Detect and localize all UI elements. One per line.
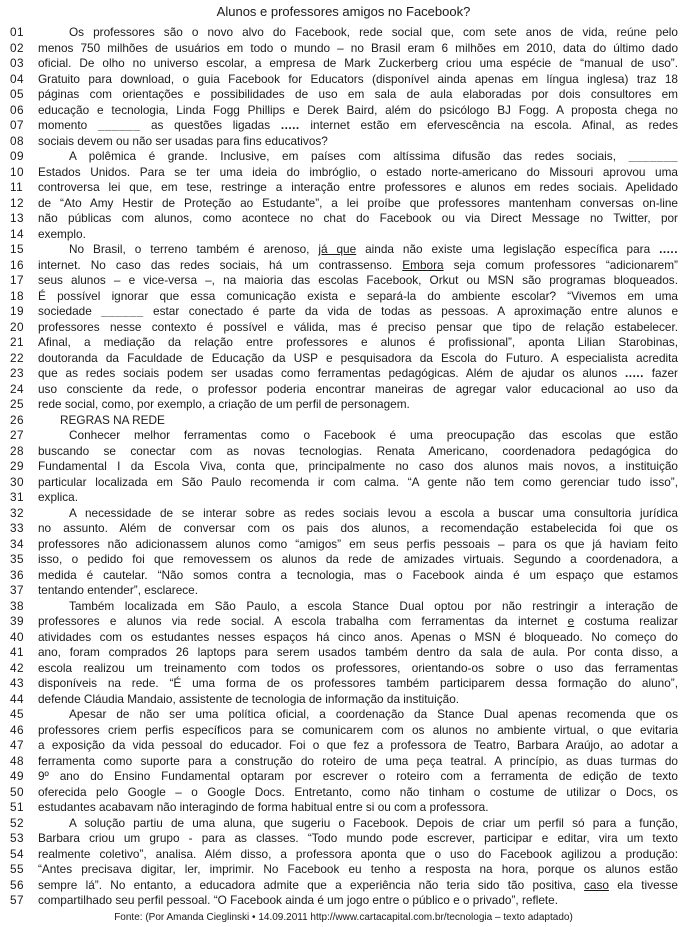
text-line: [0, 707, 687, 723]
text-segment: no assunto. Além de conversar com os pais dos alunos, a recomendação estabelecida foi que os: [38, 521, 678, 535]
line-text: [38, 661, 687, 677]
text-segment: oferecida pelo Google – o Google Docs. Entretanto, como não tinham o costume de utilizar o Docs, os: [38, 784, 678, 799]
text-segment: 9º ano do Ensino Fundamental optaram por escrever o roteiro com a ferramenta de edição de texto: [38, 769, 678, 783]
line-number: 17: [10, 273, 25, 287]
line-text: [38, 723, 687, 739]
text-segment: professores e alunos via rede social. A escola trabalha com ferramentas da internet: [38, 614, 568, 628]
text-segment: tentando entender”, esclarece.: [38, 583, 199, 597]
text-segment: exemplo.: [38, 226, 86, 241]
line-number: 50: [10, 784, 25, 799]
line-number: 41: [10, 645, 25, 659]
document-title: Alunos e professores amigos no Facebook?: [216, 4, 471, 19]
line-text: [38, 258, 687, 274]
line-text: [38, 351, 687, 367]
text-segment: É possível ignorar que essa comunicação exista e separá-la do ambiente escolar? “Vivemos em uma: [38, 288, 678, 303]
text-line: [0, 320, 687, 336]
text-line: [0, 893, 687, 909]
line-number: 55: [10, 862, 25, 876]
text-segment: professores criem perfis específicos para se comunicarem com os alunos no ambiente virtual, o que evitaria: [38, 722, 678, 737]
line-number: 34: [10, 536, 25, 551]
text-segment: costuma realizar: [574, 614, 678, 628]
line-number: 57: [10, 893, 25, 907]
line-text: [38, 397, 687, 413]
text-segment: REGRAS NA REDE: [60, 412, 165, 427]
line-number: 43: [10, 676, 25, 690]
text-line: [0, 862, 687, 878]
line-text: [38, 304, 687, 320]
line-text: [38, 862, 687, 878]
text-line: [0, 87, 687, 103]
text-segment: A polêmica é grande. Inclusive, em países com altíssima difusão das redes sociais,: [69, 149, 629, 163]
line-number: 56: [10, 877, 25, 892]
line-number: 21: [10, 335, 25, 349]
line-text: [38, 72, 687, 88]
line-text: [38, 196, 687, 212]
text-line: [0, 459, 687, 475]
underlined-word: Embora: [402, 257, 444, 272]
line-text: [38, 444, 687, 460]
text-segment: compartilhado seu perfil pessoal. “O Facebook ainda é um jogo entre o público e o privado”, reflete.: [38, 893, 559, 907]
text-segment: professores nesse contexto é possível e válida, mas é preciso pensar que tipo de relação estabelecer.: [38, 319, 678, 334]
line-number: 44: [10, 691, 25, 706]
line-number: 29: [10, 459, 25, 473]
text-segment: ferramenta como suporte para a construção do roteiro de uma peça teatral. A princípio, as duas turmas do: [38, 753, 678, 768]
line-text: [38, 816, 687, 832]
text-segment: rede social, como, por exemplo, a criação de um perfil de personagem.: [38, 397, 410, 411]
text-line: [0, 490, 687, 506]
line-number: 15: [10, 242, 25, 256]
line-text: [38, 521, 687, 537]
line-text: [38, 87, 687, 103]
line-text: [38, 583, 687, 599]
text-segment: particular localizada em São Paulo recomenda ir com calma. “A gente não tem como gerenciar tudo isso”,: [38, 474, 678, 489]
line-number: 20: [10, 319, 25, 334]
text-segment: “Antes precisava digitar, ler, imprimir. No Facebook eu tenho a resposta na hora, porque os alunos estão: [38, 862, 678, 876]
line-text: [38, 118, 687, 134]
line-number: 40: [10, 629, 25, 644]
line-text: [38, 103, 687, 119]
text-line: [0, 211, 687, 227]
text-segment: Estados Unidos. Para se ter uma ideia do imbróglio, o estado norte-americano do Missouri aprovou uma: [38, 164, 678, 179]
line-number: 08: [10, 133, 25, 148]
text-segment: estar conectado é parte da vida de todas as pessoas. A aproximação entre alunos e: [143, 304, 679, 318]
line-number: 48: [10, 753, 25, 768]
text-line: [0, 196, 687, 212]
underlined-word: já que: [318, 242, 357, 256]
line-number: 42: [10, 660, 25, 675]
blank-marker: ______: [97, 118, 141, 132]
line-number: 51: [10, 800, 25, 814]
line-text: [38, 785, 687, 801]
text-line: [0, 428, 687, 444]
line-text: [38, 878, 687, 894]
line-number: 11: [10, 180, 24, 194]
text-segment: que as redes sociais podem ser usadas como ferramentas pedagógicas. Além de ajudar os alunos: [38, 366, 626, 380]
text-line: [0, 103, 687, 119]
text-line: [0, 134, 687, 150]
line-number: 33: [10, 521, 25, 535]
text-segment: sociais devem ou não ser usadas para fins educativos?: [38, 133, 328, 148]
text-segment: Afinal, a mediação da relação entre professores e alunos é profissional”, aponta Lilian Starobinas,: [38, 335, 678, 349]
text-segment: uso consciente da rede, o professor poderia encontrar maneiras de agregar valor educacional ao uso da: [38, 381, 678, 396]
line-text: [38, 56, 687, 72]
line-text: [38, 242, 687, 258]
text-segment: internet. No caso das redes sociais, há um contrassenso.: [38, 257, 403, 272]
text-segment: No Brasil, o terreno também é arenoso,: [69, 242, 319, 256]
line-text: [38, 893, 687, 909]
underlined-word: e: [567, 614, 575, 628]
line-number: 28: [10, 443, 25, 458]
text-segment: Fundamental I da Escola Viva, conta que, principalmente no caso dos alunos mais novos, a instituição: [38, 459, 678, 473]
line-text: [38, 459, 687, 475]
line-number: 06: [10, 102, 25, 117]
text-segment: ano, foram comprados 26 laptops para serem usados também dentro da sala de aula. Por conta disso, a: [38, 645, 678, 659]
line-text: [38, 134, 687, 150]
text-segment: seja comum professores “adicionarem”: [443, 257, 678, 272]
text-line: [0, 583, 687, 599]
line-number: 32: [10, 505, 25, 520]
line-number: 37: [10, 583, 25, 597]
text-line: [0, 738, 687, 754]
text-line: [0, 444, 687, 460]
text-line: [0, 165, 687, 181]
line-text: [38, 738, 687, 754]
text-line: [0, 614, 687, 630]
line-text: [38, 676, 687, 692]
text-line: [0, 41, 687, 57]
text-segment: realmente coletivo”, analisa. Além disso, a professora aponta que o uso do Facebook agilizou a produção:: [38, 846, 678, 861]
line-text: [38, 490, 687, 506]
line-text: [38, 273, 687, 289]
line-text: [38, 568, 687, 584]
text-line: [0, 692, 687, 708]
line-text: [38, 149, 687, 165]
text-segment: sociedade: [38, 304, 102, 318]
line-number: 16: [10, 257, 25, 272]
line-text: [38, 475, 687, 491]
text-line: [0, 506, 687, 522]
blank-marker: .....: [625, 366, 644, 380]
line-number: 03: [10, 56, 25, 70]
line-number: 39: [10, 614, 25, 628]
text-segment: momento: [38, 118, 98, 132]
line-text: [38, 754, 687, 770]
blank-marker: .....: [280, 118, 300, 132]
line-text: [38, 428, 687, 444]
line-number: 22: [10, 350, 25, 365]
text-line: [0, 878, 687, 894]
line-text: [38, 614, 687, 630]
line-text: [38, 289, 687, 305]
text-line: [0, 475, 687, 491]
line-number: 10: [10, 164, 25, 179]
line-number: 53: [10, 831, 25, 845]
line-number: 38: [10, 598, 25, 613]
text-segment: atividades com os estudantes nesses espaços há cinco anos. Apenas o MSN é bloqueado. No começo do: [38, 629, 678, 644]
line-number: 25: [10, 397, 25, 411]
line-number: 30: [10, 474, 25, 489]
text-segment: sempre lá”. No entanto, a educadora admite que a experiência não teria sido tão positiva,: [38, 877, 585, 892]
text-segment: fazer: [643, 366, 678, 380]
line-text: [38, 707, 687, 723]
text-segment: doutoranda da Faculdade de Educação da USP e pesquisadora da Escola do Futuro. A especialista acredita: [38, 350, 678, 365]
text-line: [0, 754, 687, 770]
text-segment: disponíveis na rede. “É uma forma de os professores também participarem dessa formação do aluno”,: [38, 676, 678, 690]
line-text: [38, 211, 687, 227]
line-number: 26: [10, 412, 25, 427]
line-text: [38, 366, 687, 382]
text-segment: Conhecer melhor ferramentas como o Facebook é uma preocupação das escolas que estão: [69, 428, 678, 442]
line-number: 02: [10, 40, 25, 55]
line-text: [38, 227, 687, 243]
text-segment: Apesar de não ser uma política oficial, a coordenação da Stance Dual apenas recomenda que os: [69, 707, 678, 721]
text-line: [0, 351, 687, 367]
blank-marker: _______: [628, 149, 678, 163]
line-number: 04: [10, 71, 25, 86]
text-line: [0, 273, 687, 289]
text-segment: ainda não existe uma legislação específica para: [356, 242, 660, 256]
text-segment: de “Ato Amy Hestir de Proteção ao Estudante”, a lei proíbe que professores mantenham conversas on-line: [38, 195, 678, 210]
underlined-word: caso: [584, 877, 609, 892]
line-text: [38, 537, 687, 553]
line-text: [38, 165, 687, 181]
blank-marker: .....: [659, 242, 678, 256]
line-number: 27: [10, 428, 25, 442]
line-number: 49: [10, 769, 25, 783]
line-text: [38, 769, 687, 785]
text-segment: educação e tecnologia, Linda Fogg Phillips e Derek Baird, além do psicólogo BJ Fogg. A proposta chega no: [38, 102, 678, 117]
text-line: [0, 537, 687, 553]
line-number: 19: [10, 304, 25, 318]
blank-marker: ______: [101, 304, 144, 318]
line-number: 18: [10, 288, 25, 303]
text-segment: professores não adicionassem alunos como “amigos” em seus perfis pessoais – para os que já haviam feito: [38, 536, 678, 551]
line-number: 36: [10, 567, 25, 582]
line-number: 13: [10, 211, 25, 225]
text-line: [0, 242, 687, 258]
text-line: [0, 676, 687, 692]
text-segment: A necessidade de se interar sobre as redes sociais levou a escola a buscar uma consultoria jurídica: [69, 505, 678, 520]
text-line: [0, 816, 687, 832]
text-line: [0, 72, 687, 88]
text-line: [0, 831, 687, 847]
line-number: 07: [10, 118, 25, 132]
text-line: [0, 413, 687, 429]
line-text: [38, 382, 687, 398]
line-number: 23: [10, 366, 25, 380]
text-line: [0, 227, 687, 243]
line-number: 14: [10, 226, 25, 241]
line-number: 35: [10, 552, 25, 566]
line-text: [38, 413, 687, 429]
text-line: [0, 56, 687, 72]
text-segment: Também localizada em São Paulo, a escola Stance Dual optou por não restringir a interação de: [69, 598, 678, 613]
text-segment: isso, o pedido foi que removessem os alunos da rede de amizades virtuais. Segundo a coordenadora, a: [38, 552, 678, 566]
line-number: 46: [10, 722, 25, 737]
text-line: [0, 366, 687, 382]
text-segment: Os professores são o novo alvo do Facebook, rede social que, com sete anos de vida, reúne pelo: [69, 25, 678, 39]
text-line: [0, 661, 687, 677]
line-number: 09: [10, 149, 25, 163]
line-text: [38, 25, 687, 41]
line-number: 54: [10, 846, 25, 861]
line-text: [38, 692, 687, 708]
line-text: [38, 41, 687, 57]
text-line: [0, 258, 687, 274]
text-segment: seus alunos – e vice-versa –, na maioria das escolas Facebook, Orkut ou MSN são programas bloqueados.: [38, 273, 678, 287]
line-text: [38, 506, 687, 522]
text-segment: a exposição da vida pessoal do educador. Foi o que fez a professora de Teatro, Barbara Araújo, ao adotar a: [38, 738, 678, 752]
text-line: [0, 847, 687, 863]
line-number: 05: [10, 87, 25, 101]
text-line: [0, 552, 687, 568]
text-segment: Barbara criou um grupo - para as classes. “Todo mundo pode escrever, participar e editar, vira um texto: [38, 831, 678, 845]
line-text: [38, 552, 687, 568]
text-segment: estudantes acabavam não interagindo de forma habitual entre si ou com a professora.: [38, 800, 489, 814]
text-line: [0, 335, 687, 351]
line-text: [38, 645, 687, 661]
line-number: 47: [10, 738, 25, 752]
text-line: [0, 304, 687, 320]
text-segment: páginas com orientações e possibilidades de uso em sala de aula elaboradas por dois consultores em: [38, 87, 678, 101]
text-line: [0, 289, 687, 305]
text-line: [0, 382, 687, 398]
text-segment: medida é cautelar. “Não somos contra a tecnologia, mas o Facebook ainda é um espaço que estamos: [38, 567, 678, 582]
line-number: 01: [10, 25, 25, 39]
document-body: [0, 25, 687, 909]
line-text: [38, 847, 687, 863]
line-number: 52: [10, 815, 25, 830]
line-text: [38, 320, 687, 336]
text-line: [0, 630, 687, 646]
text-line: [0, 25, 687, 41]
text-line: [0, 521, 687, 537]
text-segment: defende Cláudia Mandaio, assistente de tecnologia de informação da instituição.: [38, 691, 460, 706]
line-number: 45: [10, 707, 25, 721]
line-number: 31: [10, 490, 25, 504]
text-segment: internet estão em efervescência na escola. Afinal, as redes: [299, 118, 679, 132]
line-text: [38, 630, 687, 646]
text-line: [0, 149, 687, 165]
line-text: [38, 831, 687, 847]
text-line: [0, 769, 687, 785]
text-segment: A solução partiu de uma aluna, que sugeriu o Facebook. Depois de criar um perfil só para a função,: [69, 815, 678, 830]
text-segment: menos 750 milhões de usuários em todo o mundo – no Brasil eram 6 milhões em 2010, data do último dado: [38, 40, 678, 55]
line-number: 12: [10, 195, 25, 210]
text-line: [0, 118, 687, 134]
text-line: [0, 568, 687, 584]
line-text: [38, 180, 687, 196]
text-line: [0, 599, 687, 615]
text-segment: buscando se conectar com as novas tecnologias. Renata Americano, coordenadora pedagógica do: [38, 443, 678, 458]
line-text: [38, 800, 687, 816]
text-segment: as questões ligadas: [140, 118, 281, 132]
text-segment: escola realizou um treinamento com todos os professores, orientando-os sobre o uso das ferramentas: [38, 660, 678, 675]
text-line: [0, 645, 687, 661]
text-line: [0, 397, 687, 413]
text-line: [0, 180, 687, 196]
text-line: [0, 785, 687, 801]
line-text: [38, 599, 687, 615]
line-text: [38, 335, 687, 351]
text-segment: oficial. De olho no universo escolar, a empresa de Mark Zuckerberg criou uma espécie de “manual de uso”.: [38, 56, 678, 70]
text-segment: controversa lei que, em tese, restringe a interação entre professores e alunos em redes sociais. Apelidado: [38, 180, 678, 194]
text-line: [0, 723, 687, 739]
text-segment: Gratuito para download, o guia Facebook for Educators (disponível ainda apenas em língua inglesa) traz 18: [38, 71, 678, 86]
text-segment: não públicas com alunos, como acontece no chat do Facebook ou via Direct Message no Twitter, por: [38, 211, 678, 225]
source-line: Fonte: (Por Amanda Cieglinski • 14.09.2011 http://www.cartacapital.com.br/tecnologia – texto adaptado): [114, 911, 573, 923]
text-segment: explica.: [38, 490, 78, 504]
text-segment: ela tivesse: [608, 877, 678, 892]
line-number: 24: [10, 381, 25, 396]
text-line: [0, 800, 687, 816]
